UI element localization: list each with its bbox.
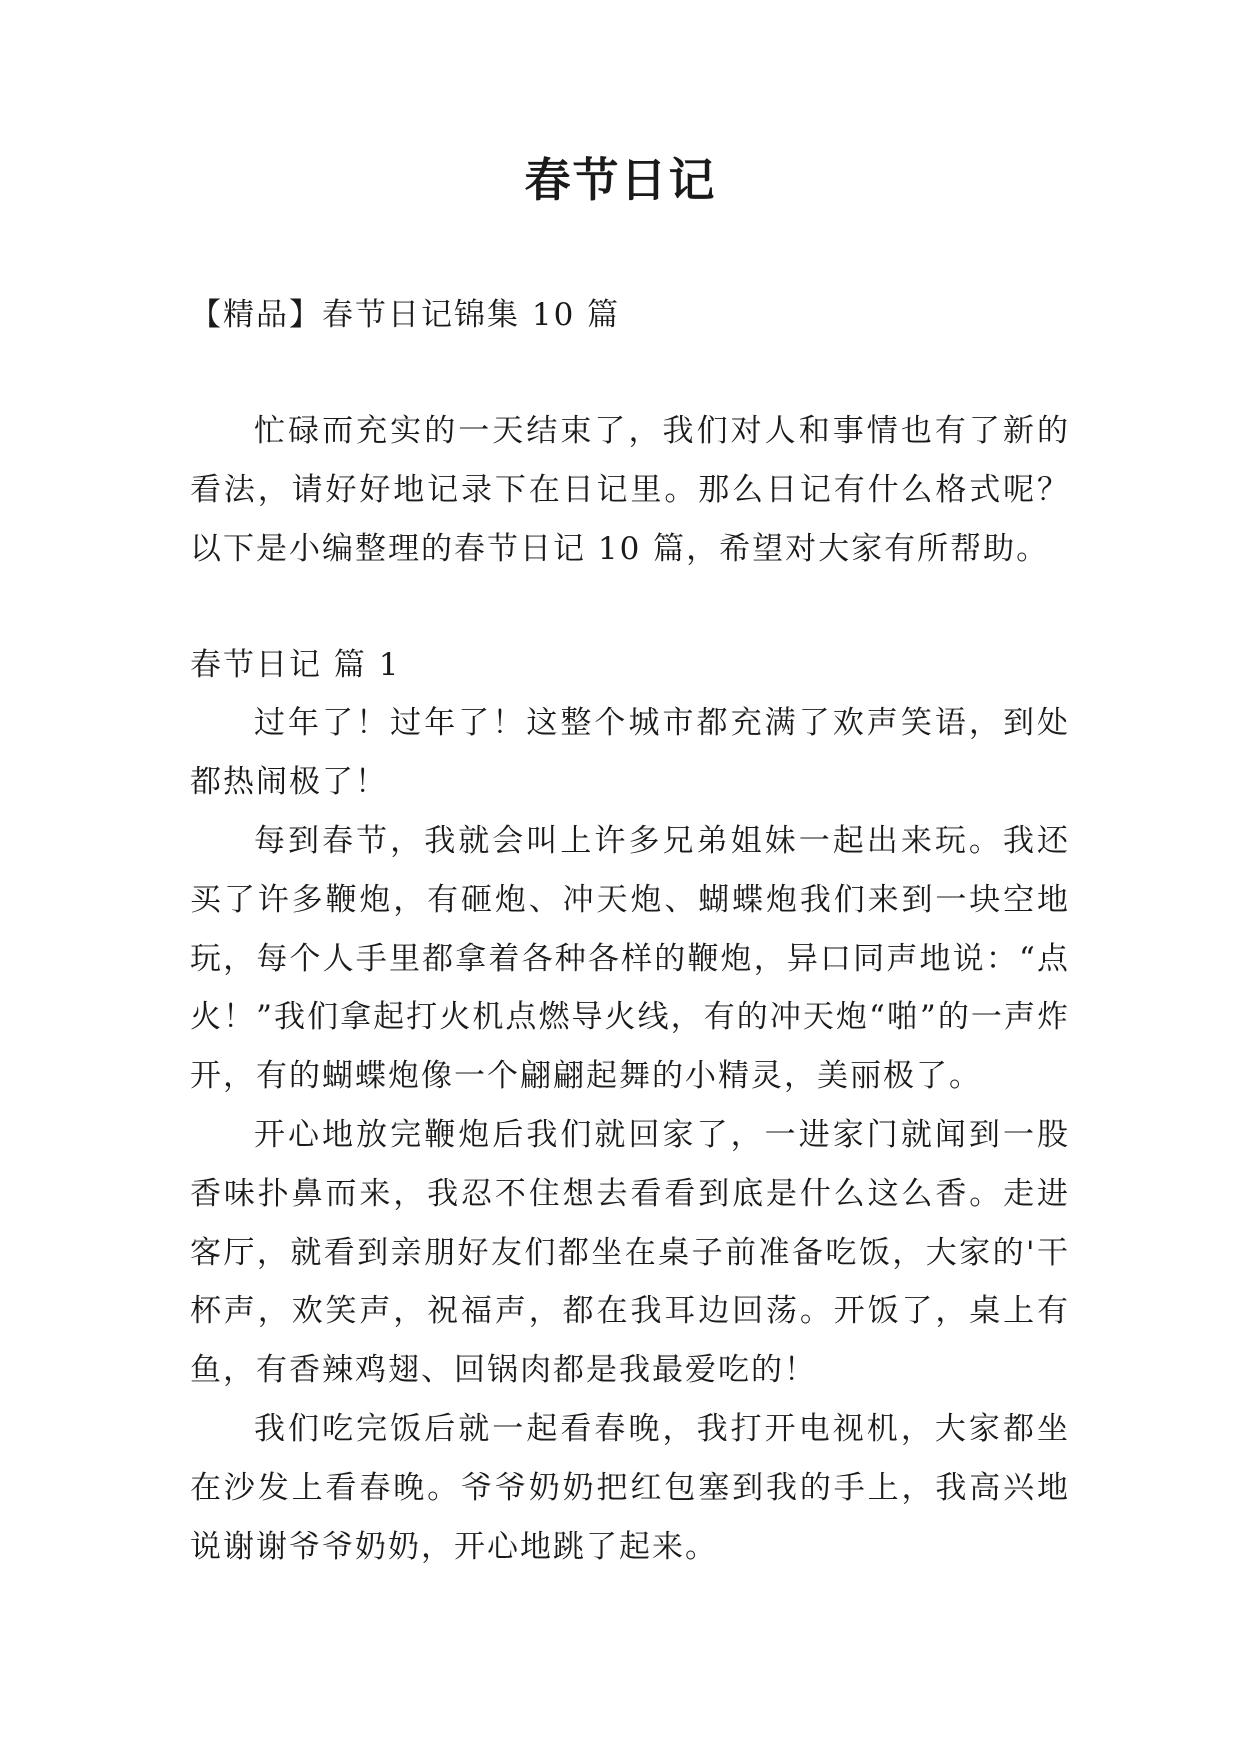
document-title: 春节日记: [524, 153, 717, 207]
document-subtitle: 【精品】春节日记锦集 10 篇: [190, 297, 621, 333]
body-paragraph: 每到春节，我就会叫上许多兄弟姐妹一起出来玩。我还买了许多鞭炮，有砸炮、冲天炮、蝴蝶炮我们来到一块空地玩，每个人手里都拿着各种各样的鞭炮，异口同声地说：“点火！”我们拿起打火机点燃导火线，有的冲天炮“啪”的一声炸开，有的蝴蝶炮像一个翩翩起舞的小精灵，美丽极了。: [190, 823, 1070, 1095]
body-paragraph: 开心地放完鞭炮后我们就回家了，一进家门就闻到一股香味扑鼻而来，我忍不住想去看看到底是什么这么香。走进客厅，就看到亲朋好友们都坐在桌子前准备吃饭，大家的'干杯声，欢笑声，祝福声，都在我耳边回荡。开饭了，桌上有鱼，有香辣鸡翅、回锅肉都是我最爱吃的！: [190, 1117, 1070, 1389]
body-paragraph: 过年了！过年了！这整个城市都充满了欢声笑语，到处都热闹极了！: [190, 705, 1070, 800]
intro-paragraph: 忙碌而充实的一天结束了，我们对人和事情也有了新的看法，请好好地记录下在日记里。那么日记有什么格式呢？以下是小编整理的春节日记 10 篇，希望对大家有所帮助。: [190, 413, 1070, 567]
section-heading: 春节日记 篇 1: [190, 647, 401, 683]
body-paragraph: 我们吃完饭后就一起看春晚，我打开电视机，大家都坐在沙发上看春晚。爷爷奶奶把红包塞到我的手上，我高兴地说谢谢爷爷奶奶，开心地跳了起来。: [190, 1411, 1070, 1565]
